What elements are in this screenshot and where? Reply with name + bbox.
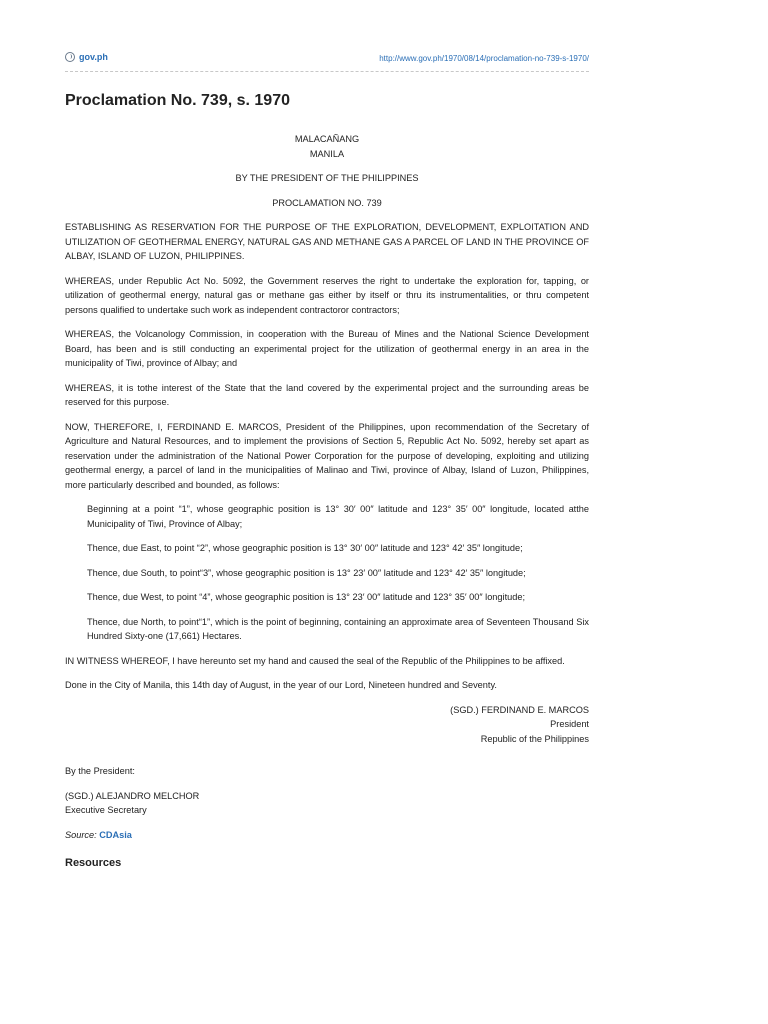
office-city: MANILA: [309, 148, 345, 159]
boundary-paragraph: Thence, due South, to point“3”, whose geographic position is 13° 23′ 00″ latitude and 123° 42′ 35″ longitude;: [87, 567, 526, 578]
boundary-paragraph: Thence, due North, to point“1”, which is the point of beginning, containing an approximate area of Seventeen Thousand Six Hundred Sixty-one (17,661) Hectares.: [87, 616, 589, 641]
witness-paragraph: IN WITNESS WHEREOF, I have hereunto set my hand and caused the seal of the Republic of the Philippines to be affixed.: [65, 655, 565, 666]
signature-block: [65, 703, 589, 747]
resources-heading: Resources: [65, 857, 122, 869]
source-line: [65, 828, 589, 843]
page-url-link[interactable]: http://www.gov.ph/1970/08/14/proclamation-no-739-s-1970/: [379, 54, 589, 63]
boundary-paragraph: Thence, due West, to point “4”, whose geographic position is 13° 23′ 00″ latitude and 123° 35′ 00″ longitude;: [87, 592, 525, 602]
boundary-paragraph: Thence, due East, to point “2”, whose geographic position is 13° 30′ 00″ latitude and 123° 42′ 35″ longitude;: [87, 543, 523, 553]
source-label: Source:: [65, 829, 97, 840]
gov-ph-logo-icon: [65, 52, 75, 62]
done-paragraph: Done in the City of Manila, this 14th day of August, in the year of our Lord, Nineteen hundred and Seventy.: [65, 680, 497, 690]
whereas-paragraph-1: WHEREAS, under Republic Act No. 5092, the Government reserves the right to undertake the exploration for, tapping, or utilization of geothermal energy, natural gas or methane gas either by itself or thru its instrumentalities, or thru competent persons qualified to undertake such work as independent contractoror contractors;: [65, 275, 589, 315]
header-divider: [65, 71, 589, 72]
office-name: MALACAÑANG: [294, 134, 360, 144]
brand-link[interactable]: [65, 52, 108, 62]
signatory-name: (SGD.) FERDINAND E. MARCOS: [450, 704, 589, 715]
whereas-paragraph-3: WHEREAS, it is tothe interest of the State that the land covered by the experimental project and the surrounding areas be reserved for this purpose.: [65, 382, 589, 407]
attestation-block: [65, 789, 589, 818]
attestation-name: (SGD.) ALEJANDRO MELCHOR: [65, 790, 200, 801]
now-therefore-paragraph: NOW, THEREFORE, I, FERDINAND E. MARCOS, President of the Philippines, upon recommendation of the Secretary of Agriculture and Natural Resources, and to implement the provisions of Section 5, Republic Act No. 5092, hereby set apart as reservation under the administration of the National Power Corporation for the purpose of developing, exploiting and utilizing geothermal energy, a parcel of land in the municipalities of Malinao and Tiwi, province of Albay, Island of Luzon, Philippines, more particularly described and bounded, as follows:: [65, 421, 589, 490]
boundary-paragraph: Beginning at a point “1”, whose geographic position is 13° 30′ 00″ latitude and 123° 35′ 00″ longitude, located atthe Municipality of Tiwi, Province of Albay;: [87, 504, 589, 529]
proclamation-body: [65, 132, 589, 871]
proclamation-number: PROCLAMATION NO. 739: [272, 197, 382, 208]
office-heading: [65, 132, 589, 161]
page-title: Proclamation No. 739, s. 1970: [65, 92, 290, 109]
issuer-line: BY THE PRESIDENT OF THE PHILIPPINES: [235, 173, 419, 183]
attestation-label: By the President:: [65, 766, 135, 776]
subject-paragraph: ESTABLISHING AS RESERVATION FOR THE PURPOSE OF THE EXPLORATION, DEVELOPMENT, EXPLOITATION AND UTILIZATION OF GEOTHERMAL ENERGY, NATURAL GAS AND METHANE GAS A PARCEL OF LAND IN THE PROVINCE OF ALBAY, ISLAND OF LUZON, PHILIPPINES.: [65, 222, 589, 261]
whereas-paragraph-2: WHEREAS, the Volcanology Commission, in cooperation with the Bureau of Mines and the National Science Development Board, has been and is still conducting an experimental project for the utilization of geothermal energy in an area in the municipality of Tiwi, province of Albay; and: [65, 329, 589, 368]
source-link[interactable]: CDAsia: [99, 829, 132, 840]
signatory-role: President: [550, 719, 589, 729]
top-bar: [65, 52, 589, 70]
brand-label: gov.ph: [79, 52, 108, 62]
signatory-country: Republic of the Philippines: [480, 733, 589, 744]
attestation-role: Executive Secretary: [65, 805, 147, 815]
